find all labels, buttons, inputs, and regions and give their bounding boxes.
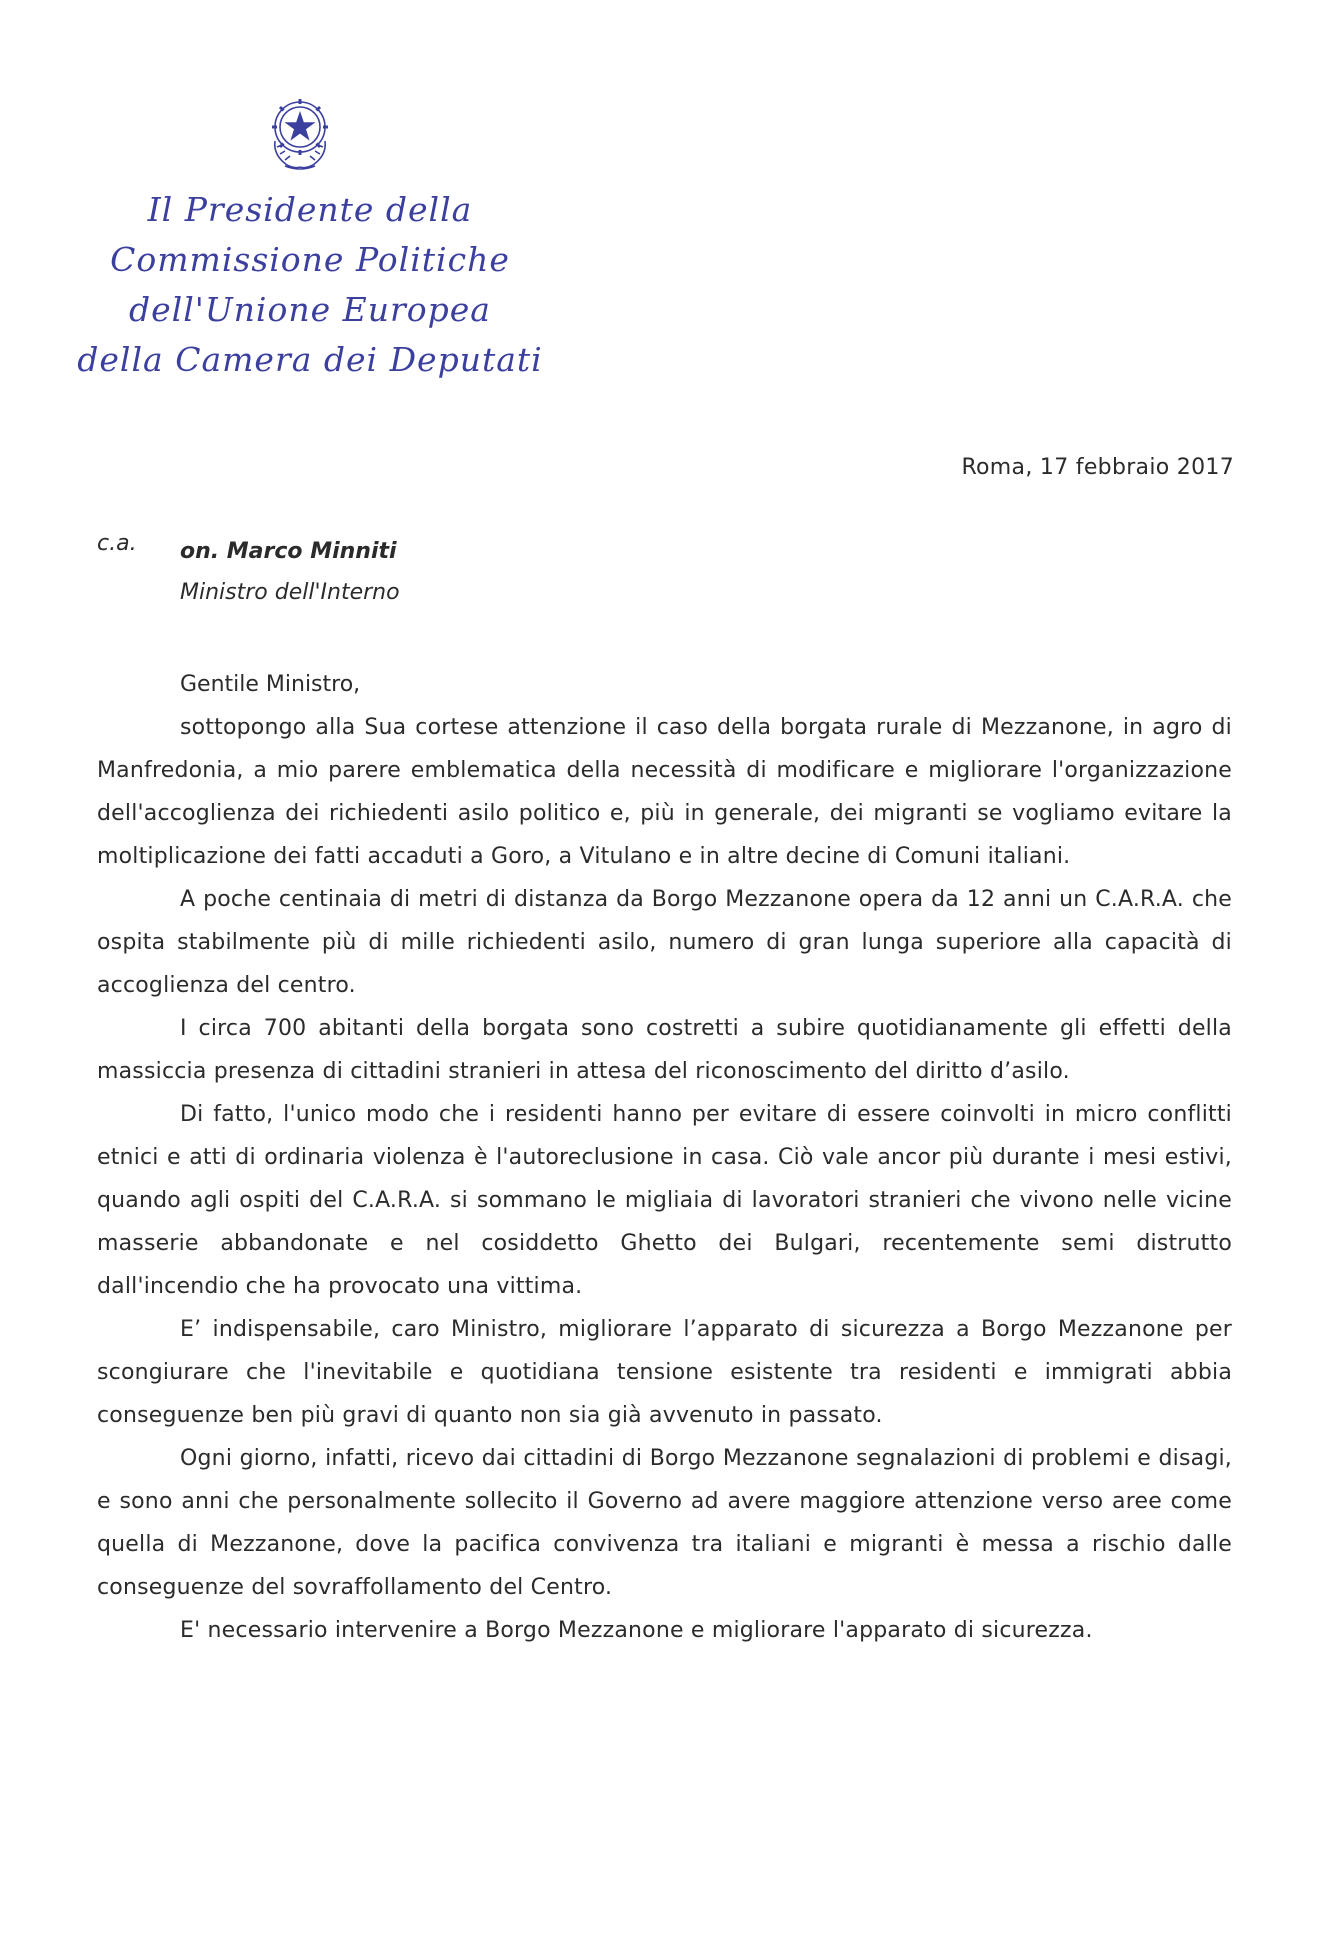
recipient-role: Ministro dell'Interno bbox=[180, 580, 400, 605]
letterhead-line: dell'Unione Europea bbox=[129, 290, 491, 329]
letterhead-line: della Camera dei Deputati bbox=[77, 340, 543, 379]
recipient-prefix: c.a. bbox=[97, 531, 137, 556]
body-paragraph: Ogni giorno, infatti, ricevo dai cittadini di Borgo Mezzanone segnalazioni di problemi e disagi, e sono anni che personalmente sollecito il Governo ad avere maggiore attenzione verso aree come quella di Mezzanone, dove la pacifica convivenza tra italiani e migranti è messa a rischio dalle conseguenze del sovraffollamento del Centro. bbox=[97, 1446, 1232, 1600]
recipient-block bbox=[180, 531, 400, 613]
recipient-name: on. Marco Minniti bbox=[180, 539, 397, 564]
letterhead-line: Commissione Politiche bbox=[110, 240, 510, 279]
salutation: Gentile Ministro, bbox=[180, 672, 361, 697]
italian-republic-emblem-icon bbox=[265, 93, 335, 171]
body-paragraph: sottopongo alla Sua cortese attenzione il caso della borgata rurale di Mezzanone, in agro di Manfredonia, a mio parere emblematica della necessità di modificare e migliorare l'organizzazione dell'accoglienza dei richiedenti asilo politico e, più in generale, dei migranti se vogliamo evitare la moltiplicazione dei fatti accaduti a Goro, a Vitulano e in altre decine di Comuni italiani. bbox=[97, 715, 1232, 869]
body-paragraph: A poche centinaia di metri di distanza da Borgo Mezzanone opera da 12 anni un C.A.R.A. che ospita stabilmente più di mille richiedenti asilo, numero di gran lunga superiore alla capacità di accoglienza del centro. bbox=[97, 887, 1232, 998]
body-paragraph: E’ indispensabile, caro Ministro, migliorare l’apparato di sicurezza a Borgo Mezzanone per scongiurare che l'inevitabile e quotidiana tensione esistente tra residenti e immigrati abbia conseguenze ben più gravi di quanto non sia già avvenuto in passato. bbox=[97, 1317, 1232, 1428]
letter-body bbox=[97, 706, 1232, 1652]
letterhead-line: Il Presidente della bbox=[147, 190, 473, 229]
body-paragraph: Di fatto, l'unico modo che i residenti hanno per evitare di essere coinvolti in micro conflitti etnici e atti di ordinaria violenza è l'autoreclusione in casa. Ciò vale ancor più durante i mesi estivi, quando agli ospiti del C.A.R.A. si sommano le migliaia di lavoratori stranieri che vivono nelle vicine masserie abbandonate e nel cosiddetto Ghetto dei Bulgari, recentemente semi distrutto dall'incendio che ha provocato una vittima. bbox=[97, 1102, 1232, 1299]
body-paragraph: I circa 700 abitanti della borgata sono costretti a subire quotidianamente gli effetti della massiccia presenza di cittadini stranieri in attesa del riconoscimento del diritto d’asilo. bbox=[97, 1016, 1232, 1084]
body-paragraph: E' necessario intervenire a Borgo Mezzanone e migliorare l'apparato di sicurezza. bbox=[180, 1618, 1093, 1643]
letterhead bbox=[70, 185, 550, 385]
letter-date: Roma, 17 febbraio 2017 bbox=[961, 455, 1234, 480]
